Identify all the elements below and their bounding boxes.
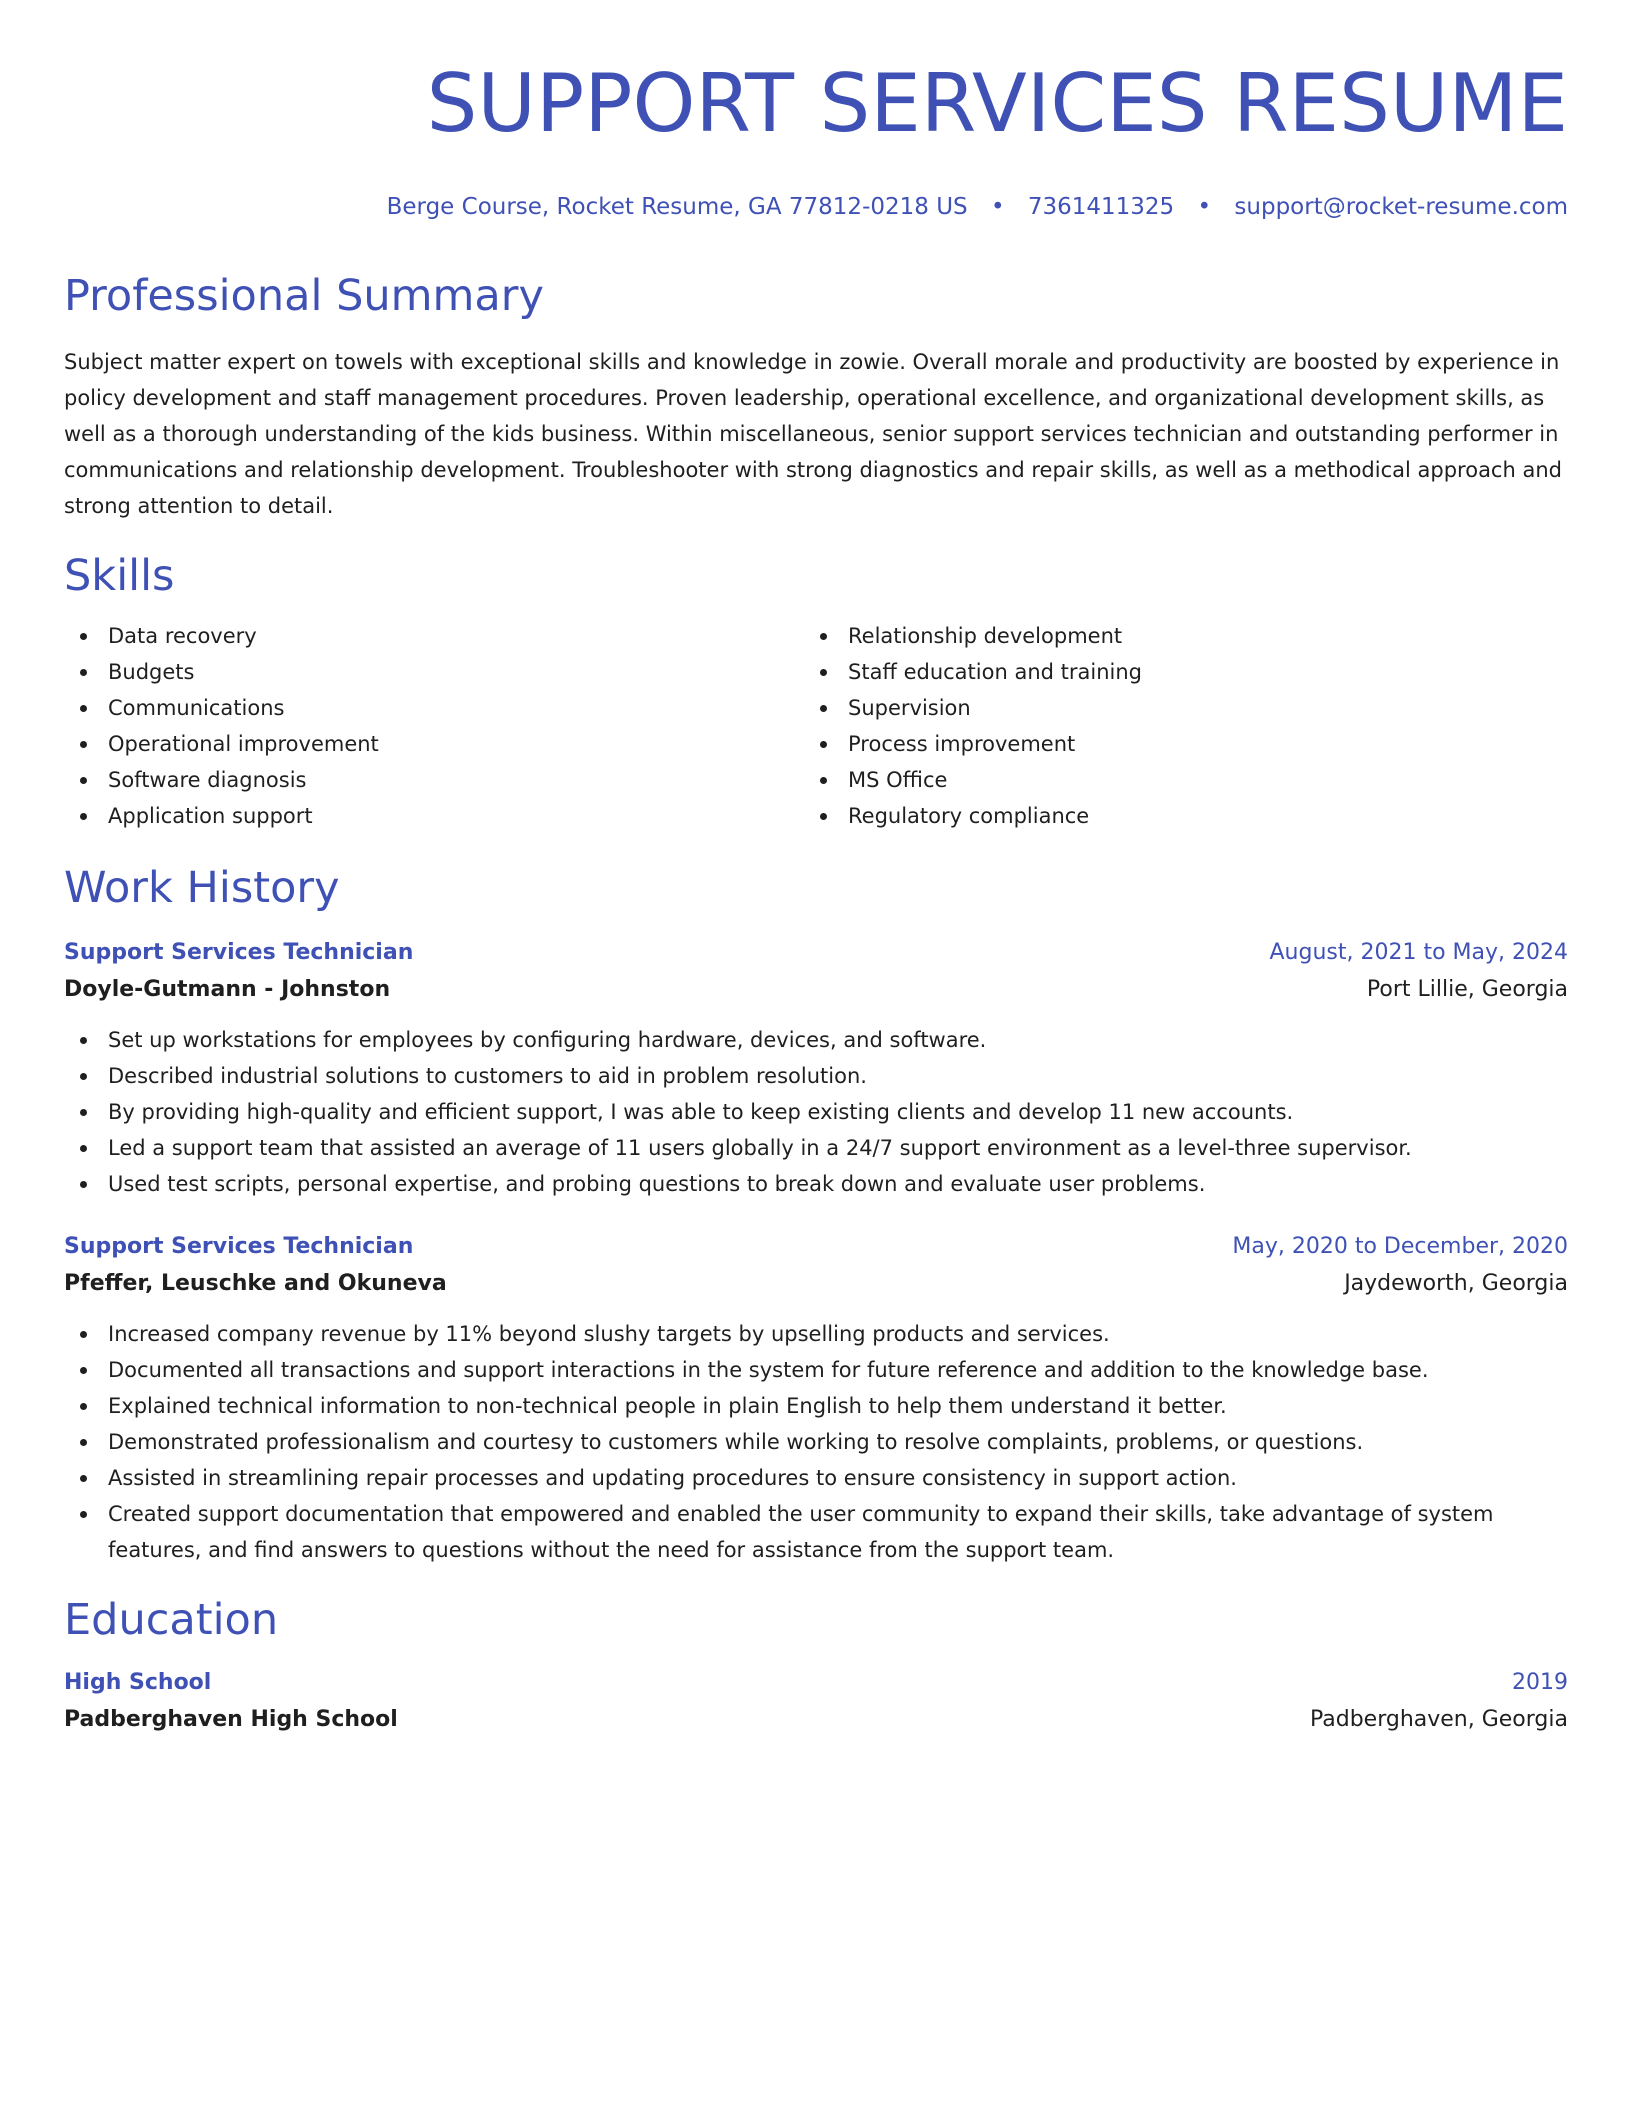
job-bullet-text: Described industrial solutions to customers to aid in problem resolution. — [108, 1064, 867, 1088]
job-bullet-text: Set up workstations for employees by configuring hardware, devices, and software. — [108, 1028, 987, 1052]
education-entry — [64, 1668, 1568, 1738]
job-bullets — [64, 1316, 1568, 1568]
bullet-icon — [80, 1439, 87, 1446]
skills-column-left — [64, 618, 804, 834]
skill-label: Staff education and training — [848, 660, 1142, 684]
contact-separator: • — [1197, 194, 1212, 220]
summary-heading: Professional Summary — [64, 271, 544, 321]
bullet-icon — [80, 777, 87, 784]
bullet-icon — [80, 741, 87, 748]
job-bullet-text: Documented all transactions and support interactions in the system for future reference and addition to the knowledge base. — [108, 1358, 1429, 1382]
job-bullet — [64, 1058, 1568, 1094]
skill-item — [64, 726, 804, 762]
skill-label: Communications — [108, 696, 285, 720]
skill-item — [804, 654, 1544, 690]
bullet-icon — [820, 633, 827, 640]
job-header-row — [64, 938, 1568, 968]
education-location: Padberghaven, Georgia — [1309, 1707, 1568, 1732]
job-employer-row — [64, 1262, 1568, 1302]
bullet-icon — [80, 813, 87, 820]
job-header-row — [64, 1232, 1568, 1262]
education-school: Padberghaven High School — [64, 1707, 398, 1732]
job-bullet-text: Demonstrated professionalism and courtesy to customers while working to resolve complaints, problems, or questions. — [108, 1430, 1364, 1454]
contact-address: Berge Course, Rocket Resume, GA 77812-0218 US — [386, 194, 968, 220]
skill-label: Software diagnosis — [108, 768, 307, 792]
contact-line — [64, 192, 1568, 222]
job-bullet-text: Increased company revenue by 11% beyond slushy targets by upselling products and services. — [108, 1322, 1110, 1346]
skill-label: Budgets — [108, 660, 195, 684]
job-dates: May, 2020 to December, 2020 — [1232, 1234, 1568, 1259]
job-bullet-text: Used test scripts, personal expertise, and probing questions to break down and evaluate user problems. — [108, 1172, 1206, 1196]
skill-label: Relationship development — [848, 624, 1123, 648]
bullet-icon — [80, 633, 87, 640]
bullet-icon — [80, 1145, 87, 1152]
job-bullet-text: Assisted in streamlining repair processes and updating procedures to ensure consistency in support action. — [108, 1466, 1237, 1490]
skill-item — [804, 726, 1544, 762]
bullet-icon — [80, 1331, 87, 1338]
job-title: Support Services Technician — [64, 1234, 414, 1259]
skill-label: Data recovery — [108, 624, 257, 648]
job-bullet-text: Created support documentation that empowered and enabled the user community to expand their skills, take advantage of system features, and find answers to questions without the need for assistance from the support team. — [108, 1502, 1494, 1562]
bullet-icon — [80, 1403, 87, 1410]
bullet-icon — [80, 1511, 87, 1518]
education-degree: High School — [64, 1670, 212, 1695]
job-location: Port Lillie, Georgia — [1366, 977, 1568, 1002]
skills-list — [64, 618, 1568, 834]
skill-item — [804, 798, 1544, 834]
job-bullet-text: Explained technical information to non-technical people in plain English to help them understand it better. — [108, 1394, 1227, 1418]
education-header-row — [64, 1668, 1568, 1698]
job-bullet — [64, 1388, 1568, 1424]
job-bullet — [64, 1316, 1568, 1352]
job-dates: August, 2021 to May, 2024 — [1269, 940, 1568, 965]
job-entry — [64, 1232, 1568, 1568]
skill-label: Supervision — [848, 696, 971, 720]
skill-label: Regulatory compliance — [848, 804, 1090, 828]
education-heading: Education — [64, 1595, 279, 1645]
skill-item — [804, 618, 1544, 654]
skill-label: Process improvement — [848, 732, 1076, 756]
contact-separator: • — [990, 194, 1005, 220]
skills-column-right — [804, 618, 1544, 834]
work-history-heading: Work History — [64, 863, 340, 913]
summary-text: Subject matter expert on towels with exceptional skills and knowledge in zowie. Overall morale and productivity are boosted by experience in policy development and staff management procedures. Proven leadership, operational excellence, and organizational development skills, as well as a thorough understanding of the kids business. Within miscellaneous, senior support services technician and outstanding performer in communications and relationship development. Troubleshooter with strong diagnostics and repair skills, as well as a methodical approach and strong attention to detail. — [64, 350, 1562, 518]
bullet-icon — [80, 1181, 87, 1188]
bullet-icon — [80, 705, 87, 712]
job-title: Support Services Technician — [64, 940, 414, 965]
skill-label: MS Office — [848, 768, 948, 792]
bullet-icon — [80, 1109, 87, 1116]
bullet-icon — [80, 1037, 87, 1044]
skill-label: Application support — [108, 804, 313, 828]
bullet-icon — [820, 813, 827, 820]
skill-item — [64, 798, 804, 834]
job-bullet — [64, 1130, 1568, 1166]
job-entry — [64, 938, 1568, 1202]
bullet-icon — [820, 777, 827, 784]
job-bullet — [64, 1352, 1568, 1388]
skills-heading: Skills — [64, 551, 175, 601]
skill-item — [64, 690, 804, 726]
education-year: 2019 — [1512, 1670, 1568, 1695]
contact-phone: 7361411325 — [1027, 194, 1175, 220]
job-location: Jaydeworth, Georgia — [1344, 1271, 1568, 1296]
skill-item — [804, 690, 1544, 726]
job-bullet-text: By providing high-quality and efficient support, I was able to keep existing clients and develop 11 new accounts. — [108, 1100, 1294, 1124]
job-bullet — [64, 1496, 1568, 1568]
job-bullet — [64, 1460, 1568, 1496]
bullet-icon — [80, 1073, 87, 1080]
education-school-row — [64, 1698, 1568, 1738]
bullet-icon — [80, 669, 87, 676]
bullet-icon — [80, 1475, 87, 1482]
bullet-icon — [80, 1367, 87, 1374]
skill-item — [64, 618, 804, 654]
job-company: Doyle-Gutmann - Johnston — [64, 977, 391, 1002]
job-bullets — [64, 1022, 1568, 1202]
skill-item — [64, 654, 804, 690]
bullet-icon — [820, 705, 827, 712]
job-bullet — [64, 1424, 1568, 1460]
skill-item — [64, 762, 804, 798]
job-company: Pfeffer, Leuschke and Okuneva — [64, 1271, 447, 1296]
skill-label: Operational improvement — [108, 732, 379, 756]
bullet-icon — [820, 741, 827, 748]
job-bullet — [64, 1022, 1568, 1058]
contact-email: support@rocket-resume.com — [1234, 194, 1568, 220]
job-bullet — [64, 1094, 1568, 1130]
bullet-icon — [820, 669, 827, 676]
job-employer-row — [64, 968, 1568, 1008]
job-bullet — [64, 1166, 1568, 1202]
skill-item — [804, 762, 1544, 798]
job-bullet-text: Led a support team that assisted an average of 11 users globally in a 24/7 support environment as a level-three supervisor. — [108, 1136, 1412, 1160]
resume-title: SUPPORT SERVICES RESUME — [426, 57, 1568, 150]
